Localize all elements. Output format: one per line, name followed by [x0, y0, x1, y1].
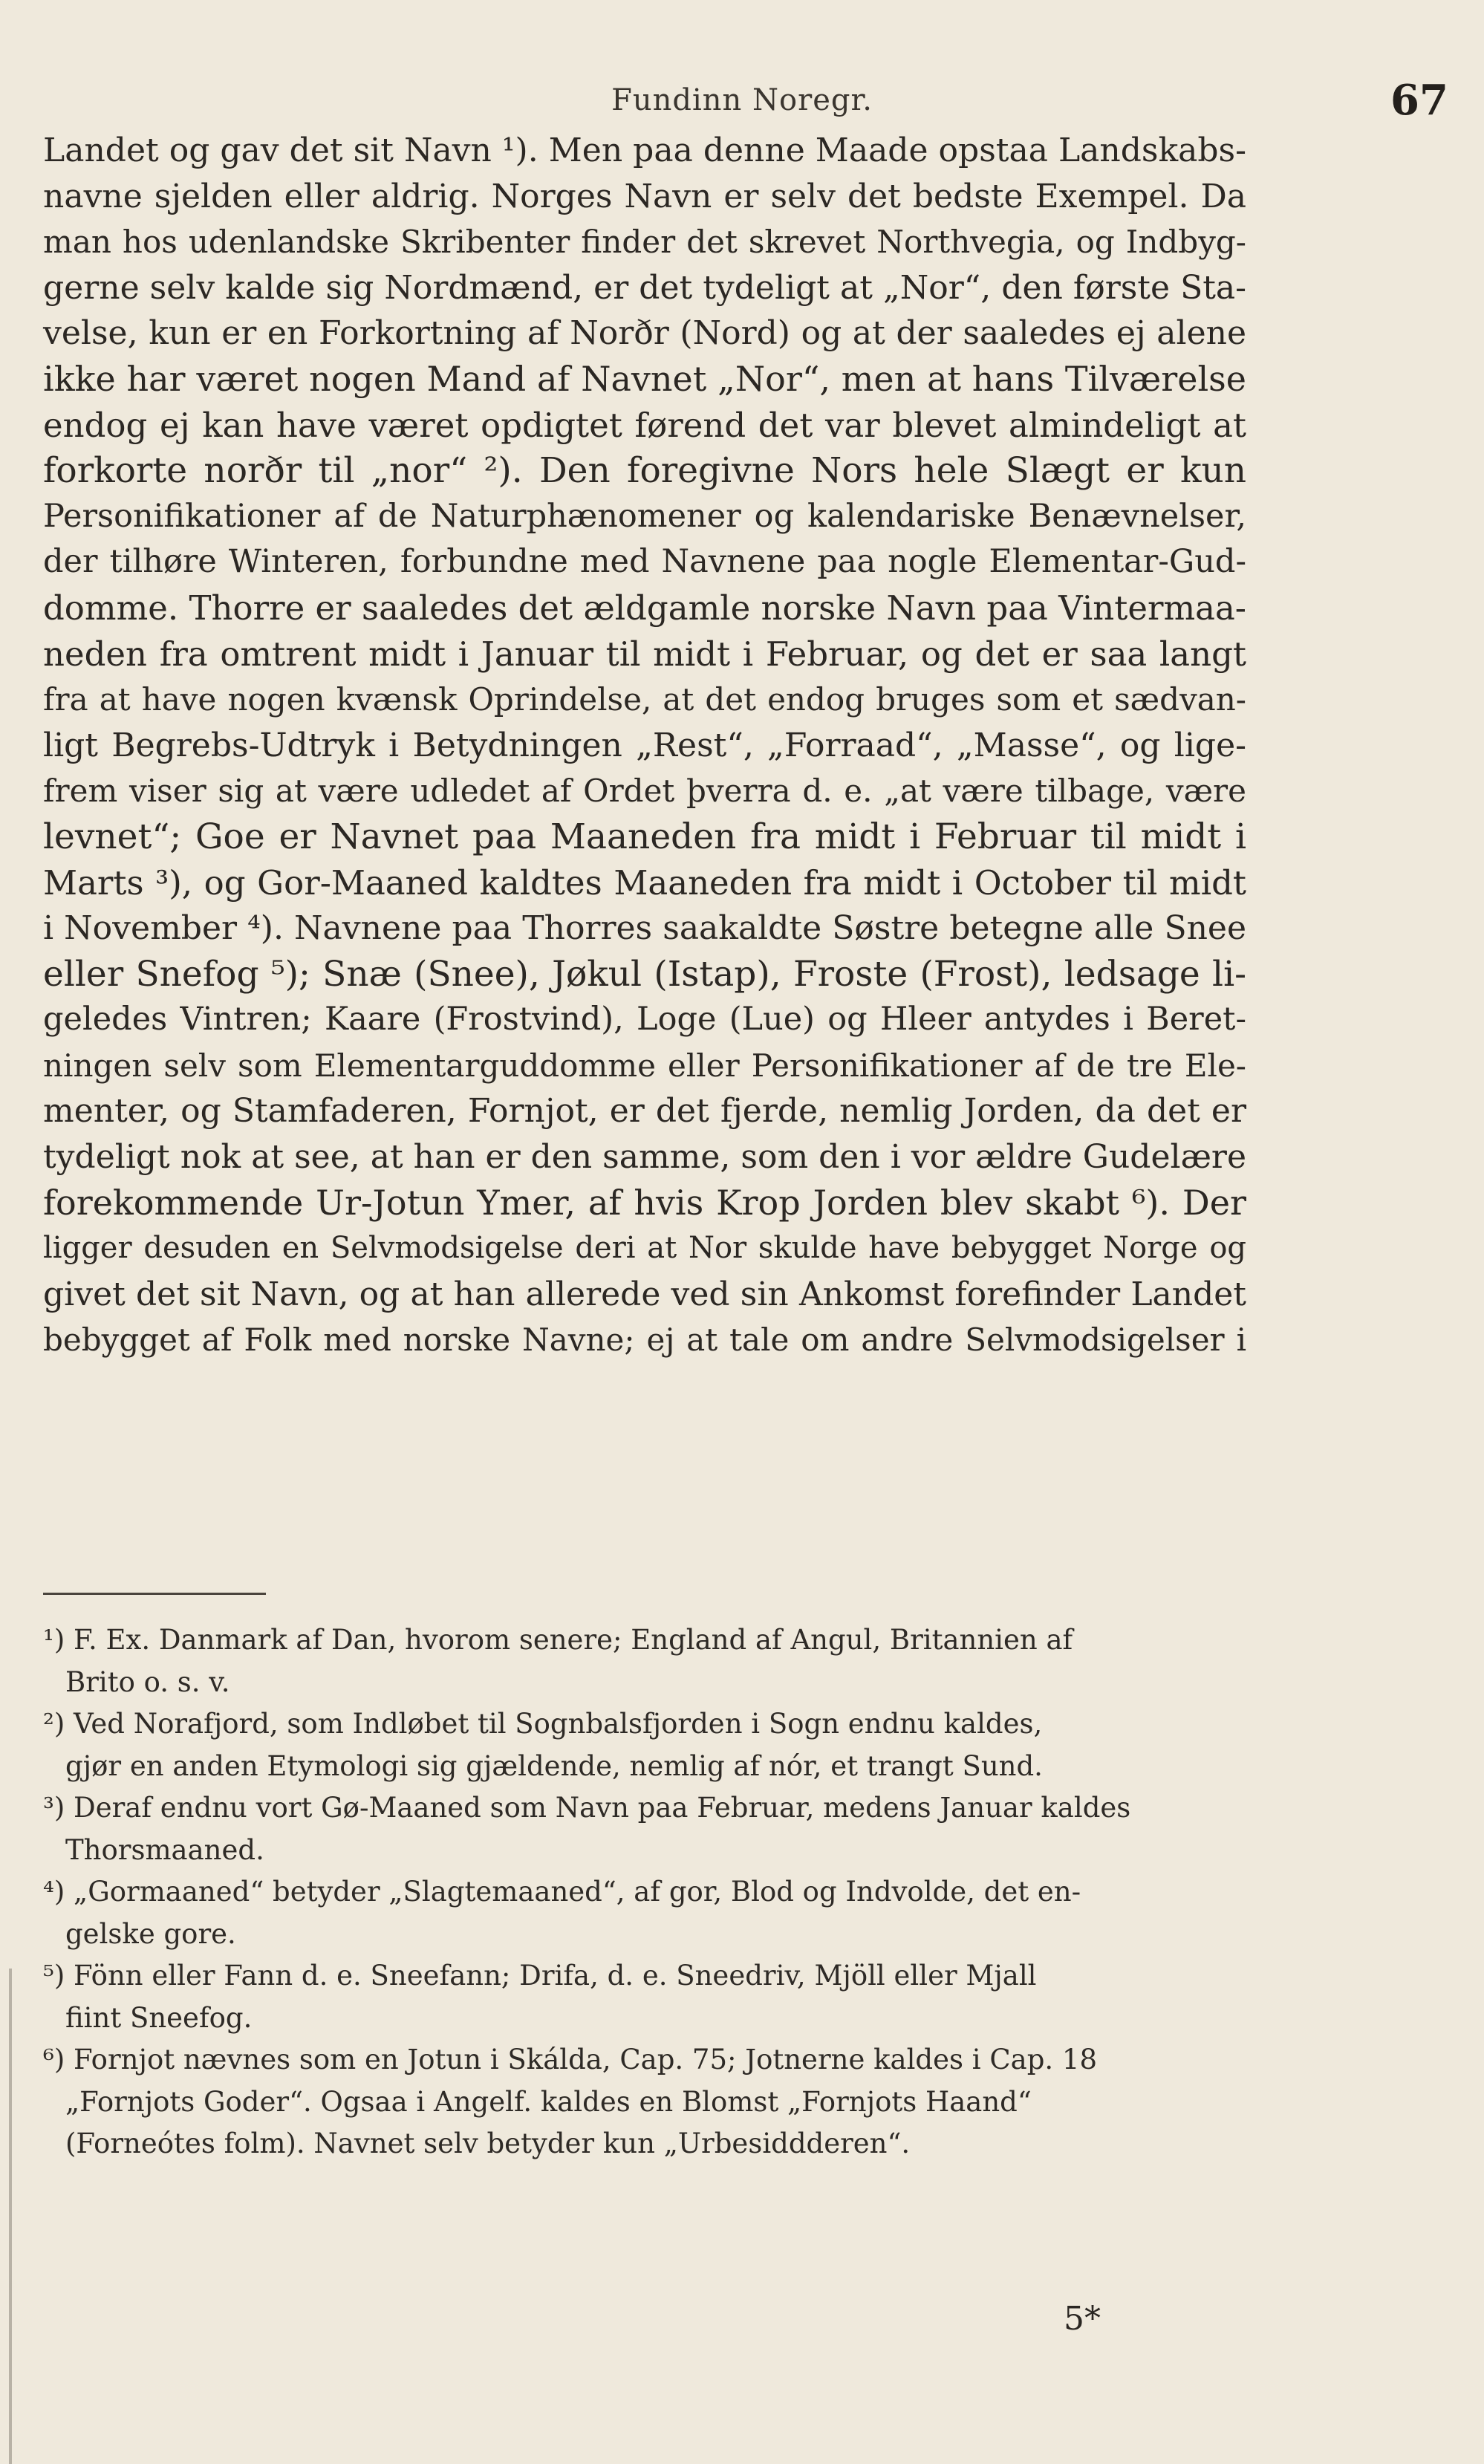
- body-line: ligt Begrebs-Udtryk i Betydningen „Rest“, „Forraad“, „Masse“, og lige-: [43, 726, 1246, 764]
- footnote-line: ⁵) Fönn eller Fann d. e. Sneefann; Drifa, d. e. Sneedriv, Mjöll eller Mjall: [43, 1960, 1037, 1992]
- signature-mark: 5*: [1064, 2300, 1101, 2338]
- body-line: levnet“; Goe er Navnet paa Maaneden fra midt i Februar til midt i: [43, 816, 1246, 857]
- body-line: velse, kun er en Forkortning af Norðr (Nord) og at der saaledes ej alene: [43, 314, 1246, 353]
- footnote-line: ²) Ved Norafjord, som Indløbet til Sognbalsfjorden i Sogn endnu kaldes,: [43, 1708, 1043, 1740]
- footnote-line: gelske gore.: [65, 1917, 236, 1950]
- body-line: menter, og Stamfaderen, Fornjot, er det fjerde, nemlig Jorden, da det er: [43, 1092, 1246, 1131]
- footnote-line: ⁶) Fornjot nævnes som en Jotun i Skálda, Cap. 75; Jotnerne kaldes i Cap. 18: [43, 2044, 1098, 2075]
- body-line: forekommende Ur-Jotun Ymer, af hvis Krop Jorden blev skabt ⁶). Der: [43, 1182, 1246, 1223]
- body-line: tydeligt nok at see, at han er den samme, som den i vor ældre Gudelære: [43, 1138, 1246, 1177]
- body-line: ningen selv som Elementarguddomme eller Personifikationer af de tre Ele-: [43, 1047, 1246, 1084]
- footnote: [43, 1619, 1231, 1703]
- body-text: [43, 128, 1246, 1363]
- body-line: i November ⁴). Navnene paa Thorres saakaldte Søstre betegne alle Snee: [43, 909, 1246, 948]
- body-line: man hos udenlandske Skribenter finder det skrevet Northvegia, og Indbyg-: [43, 224, 1246, 261]
- body-line: forkorte norðr til „nor“ ²). Den foregivne Nors hele Slægt er kun: [43, 450, 1246, 492]
- body-line: domme. Thorre er saaledes det ældgamle norske Navn paa Vintermaa-: [43, 588, 1246, 628]
- footnote-rule: [43, 1593, 266, 1595]
- scan-edge-line: [9, 1969, 12, 2464]
- body-line: ikke har været nogen Mand af Navnet „Nor“, men at hans Tilværelse: [43, 358, 1246, 399]
- body-line: frem viser sig at være udledet af Ordet þverra d. e. „at være tilbage, være: [43, 773, 1246, 810]
- body-line: navne sjelden eller aldrig. Norges Navn er selv det bedste Exempel. Da: [43, 177, 1246, 215]
- body-line: Marts ³), og Gor-Maaned kaldtes Maaneden fra midt i October til midt: [43, 862, 1246, 903]
- body-line: gerne selv kalde sig Nordmænd, er det tydeligt at „Nor“, den første Sta-: [43, 268, 1246, 307]
- footnote-line: ¹) F. Ex. Danmark af Dan, hvorom senere; England af Angul, Britannien af: [43, 1624, 1073, 1656]
- body-line: Personifikationer af de Naturphænomener og kalendariske Benævnelser,: [43, 497, 1246, 535]
- footnote-line: (Forneótes folm). Navnet selv betyder kun „Urbesiddderen“.: [65, 2127, 911, 2159]
- body-line: neden fra omtrent midt i Januar til midt i Februar, og det er saa langt: [43, 634, 1246, 674]
- running-head: Fundinn Noregr.: [611, 83, 873, 117]
- footnote: [43, 2039, 1231, 2165]
- footnote: [43, 1955, 1231, 2039]
- body-line: ligger desuden en Selvmodsigelse deri at Nor skulde have bebygget Norge og: [43, 1231, 1246, 1266]
- body-line: fra at have nogen kvænsk Oprindelse, at det endog bruges som et sædvan-: [43, 681, 1246, 718]
- body-line: geledes Vintren; Kaare (Frostvind), Loge (Lue) og Hleer antydes i Beret-: [43, 1001, 1246, 1038]
- footnote-line: fiint Sneefog.: [65, 2001, 253, 2034]
- footnote-line: ⁴) „Gormaaned“ betyder „Slagtemaaned“, af gor, Blod og Indvolde, det en-: [43, 1876, 1081, 1908]
- body-line: eller Snefog ⁵); Snæ (Snee), Jøkul (Istap), Froste (Frost), ledsage li-: [43, 953, 1246, 995]
- body-line: endog ej kan have været opdigtet førend det var blevet almindeligt at: [43, 405, 1246, 445]
- footnote: [43, 1871, 1231, 1955]
- footnote-line: gjør en anden Etymologi sig gjældende, nemlig af nór, et trangt Sund.: [65, 1749, 1043, 1782]
- page-number: 67: [1390, 76, 1448, 125]
- footnote-line: Brito o. s. v.: [65, 1665, 230, 1698]
- footnote-line: Thorsmaaned.: [65, 1833, 264, 1866]
- body-line: bebygget af Folk med norske Navne; ej at tale om andre Selvmodsigelser i: [43, 1322, 1246, 1359]
- footnote: [43, 1703, 1231, 1787]
- body-line: der tilhøre Winteren, forbundne med Navnene paa nogle Elementar-Gud-: [43, 543, 1246, 581]
- footnotes: [43, 1619, 1231, 2165]
- footnote-line: ³) Deraf endnu vort Gø-Maaned som Navn paa Februar, medens Januar kaldes: [43, 1792, 1131, 1824]
- footnote: [43, 1787, 1231, 1871]
- body-line: Landet og gav det sit Navn ¹). Men paa denne Maade opstaa Landskabs-: [43, 131, 1246, 169]
- body-line: givet det sit Navn, og at han allerede ved sin Ankomst forefinder Landet: [43, 1275, 1246, 1313]
- footnote-line: „Fornjots Goder“. Ogsaa i Angelf. kaldes en Blomst „Fornjots Haand“: [65, 2085, 1032, 2118]
